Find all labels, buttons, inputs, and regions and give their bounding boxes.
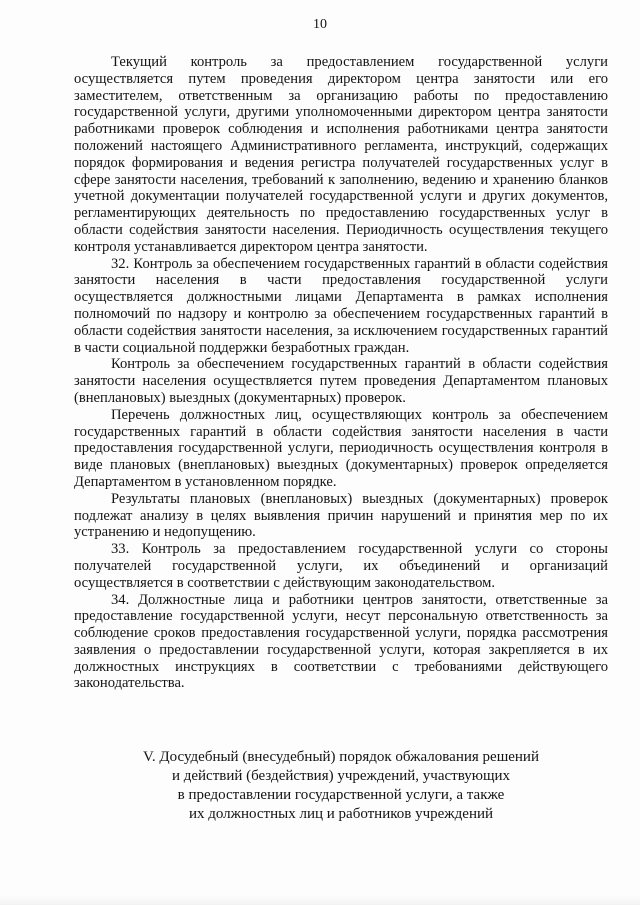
paragraph-control-method: Контроль за обеспечением государственных гарантий в области содействия занятости населения осуществляется путем проведения Департаментом плановых (внеплановых) выездных (документарных) проверок. (74, 356, 608, 406)
paragraph-officials-list: Перечень должностных лиц, осуществляющих контроль за обеспечением государственных гарантий в области содействия занятости населения в части предоставления государственной услуги, периодичность осуществления контроля в виде плановых (внеплановых) выездных (документарных) проверок определяется Департаментом в установленном порядке. (74, 406, 608, 490)
paragraph-inspection-results: Результаты плановых (внеплановых) выездных (документарных) проверок подлежат анализу в целях выявления причин нарушений и принятия мер по их устранению и недопущению. (74, 490, 608, 541)
page-number: 10 (313, 17, 327, 32)
paragraph-current-control: Текущий контроль за предоставлением государственной услуги осуществляется путем проведения директором центра занятости или его заместителем, ответственным за организацию работы по предоставлению государственной услуги, другими уполномоченными директором центра занятости работниками проверок соблюдения и исполнения работниками центра занятости положений настоящего Административного регламента, инструкций, содержащих порядок формирования и ведения регистра получателей государственных услуг в сфере занятости населения, требований к заполнению, ведению и хранению бланков учетной документации получателей государственной услуги и других документов, регламентирующих деятельность по предоставлению государственных услуг в области содействия занятости населения. Периодичность осуществления текущего контроля устанавливается директором центра занятости. (74, 54, 608, 255)
scan-bottom-edge (0, 896, 640, 905)
paragraph-32: 32. Контроль за обеспечением государственных гарантий в области содействия занятости населения в части предоставления государственной услуги осуществляется должностными лицами Департамента в рамках исполнения полномочий по надзору и контролю за обеспечением государственных гарантий в области содействия занятости населения, за исключением государственных гарантий в части социальной поддержки безработных граждан. (74, 255, 608, 356)
paragraph-33: 33. Контроль за предоставлением государственной услуги со стороны получателей государственной услуги, их объединений и организаций осуществляется в соответствии с действующим законодательством. (74, 541, 608, 591)
section-heading-line-3: в предоставлении государственной услуги, а также (177, 787, 505, 803)
section-heading-line-1: V. Досудебный (внесудебный) порядок обжалования решений (143, 749, 539, 765)
section-heading-line-2: и действий (бездействия) учреждений, участвующих (171, 768, 511, 784)
section-heading-line-4: их должностных лиц и работников учреждений (188, 806, 494, 822)
section-heading (74, 748, 608, 824)
paragraph-34: 34. Должностные лица и работники центров занятости, ответственные за предоставление государственной услуги, несут персональную ответственность за соблюдение сроков предоставления государственной услуги, порядка рассмотрения заявления о предоставлении государственной услуги, которая закрепляется в их должностных инструкциях в соответствии с требованиями действующего законодательства. (74, 591, 608, 692)
document-body (74, 54, 608, 692)
